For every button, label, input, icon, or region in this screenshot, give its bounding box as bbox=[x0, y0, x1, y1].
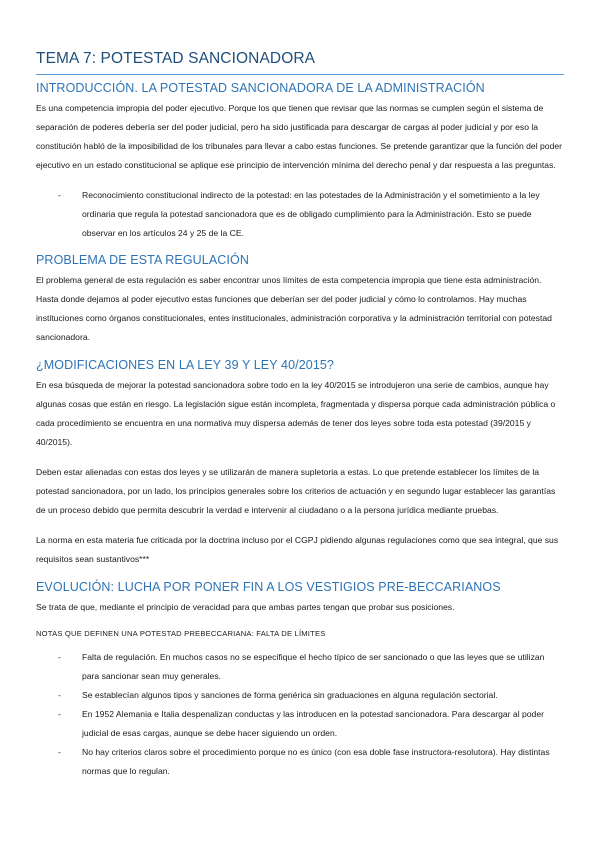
section-heading: ¿MODIFICACIONES EN LA LEY 39 Y LEY 40/2015? bbox=[36, 358, 334, 372]
section-heading: INTRODUCCIÓN. LA POTESTAD SANCIONADORA DE LA ADMINISTRACIÓN bbox=[36, 81, 485, 95]
section-heading: PROBLEMA DE ESTA REGULACIÓN bbox=[36, 253, 249, 267]
notes-subheading: NOTAS QUE DEFINEN UNA POTESTAD PREBECCARIANA: FALTA DE LÍMITES bbox=[36, 629, 326, 638]
section-heading: EVOLUCIÓN: LUCHA POR PONER FIN A LOS VESTIGIOS PRE-BECCARIANOS bbox=[36, 580, 501, 594]
section-introduccion bbox=[36, 81, 564, 243]
section-paragraph: En esa búsqueda de mejorar la potestad sancionadora sobre todo en la ley 40/2015 se introdujeron una serie de cambios, aunque hay algunas cosas que están en riesgo. La legislación sigue están incompleta, fragmentada y dispersa porque cada administración pública o cada procedimiento se encuentra en una normativa muy dispersa además de tener dos leyes sobre toda esta potestad (39/2015 y 40/2015). bbox=[36, 380, 556, 447]
section-evolucion bbox=[36, 580, 564, 781]
section-modificaciones bbox=[36, 358, 564, 569]
bullet-item: - En 1952 Alemania e Italia despenalizan conductas y las introducen en la potestad sancionadora. Para descargar al poder judicial de esas cargas, aunque se debe hacer siguiendo un orden. bbox=[58, 705, 564, 743]
title-underline bbox=[36, 74, 564, 75]
document-title: TEMA 7: POTESTAD SANCIONADORA bbox=[36, 50, 316, 67]
bullet-list bbox=[36, 186, 564, 243]
bullet-item: - Falta de regulación. En muchos casos no se especifique el hecho típico de ser sancionado o que las leyes que se utilizan para sancionar sean muy generales. bbox=[58, 648, 564, 686]
section-paragraph: Deben estar alienadas con estas dos leyes y se utilizarán de manera supletoria a estas. Lo que pretende establecer los límites de la potestad sancionadora, por un lado, los principios generales sobre los criterios de actuación y en segundo lugar establecer las garantías de un proceso debido que permita descubrir la verdad e intervenir al ciudadano o a la persona jurídica mediante pruebas. bbox=[36, 467, 556, 515]
bullet-item: - Se establecían algunos tipos y sanciones de forma genérica sin graduaciones en alguna regulación sectorial. bbox=[58, 686, 564, 705]
section-paragraph: Es una competencia impropia del poder ejecutivo. Porque los que tienen que revisar que las normas se cumplen según el sistema de separación de poderes debería ser del poder judicial, pero ha sido justificada para descargar de cargas al poder judicial y por eso la constitución habló de la imposibilidad de los tribunales para llevar a cabo estas funciones. Se pretende garantizar que la función del poder ejecutivo en un estado constitucional se aplique ese principio de intervención mínima del derecho penal y dar respuesta a las preguntas. bbox=[36, 103, 562, 170]
section-paragraph: Se trata de que, mediante el principio de veracidad para que ambas partes tengan que probar sus posiciones. bbox=[36, 602, 455, 612]
bullet-list bbox=[36, 648, 564, 781]
bullet-item: - Reconocimiento constitucional indirecto de la potestad: en las potestades de la Administración y el sometimiento a la ley ordinaria que regula la potestad sancionadora que es de obligado cumplimiento para la Administración. Esto se puede observar en los artículos 24 y 25 de la CE. bbox=[58, 186, 564, 243]
section-problema bbox=[36, 253, 564, 347]
section-paragraph: La norma en esta materia fue criticada por la doctrina incluso por el CGPJ pidiendo algunas regulaciones como que sea integral, que sus requisitos sean sustantivos*** bbox=[36, 535, 559, 564]
section-paragraph: El problema general de esta regulación es saber encontrar unos límites de esta competencia impropia que tiene esta administración. Hasta donde dejamos al poder ejecutivo estas funciones que deberían ser del poder judicial y cómo lo controlamos. Hay muchas instituciones como órganos constitucionales, entes institucionales, administración corporativa y la administración territorial con potestad sancionadora. bbox=[36, 275, 552, 342]
bullet-item: - No hay criterios claros sobre el procedimiento porque no es único (con esa doble fase instructora-resolutora). Hay distintas normas que lo regulan. bbox=[58, 743, 564, 781]
